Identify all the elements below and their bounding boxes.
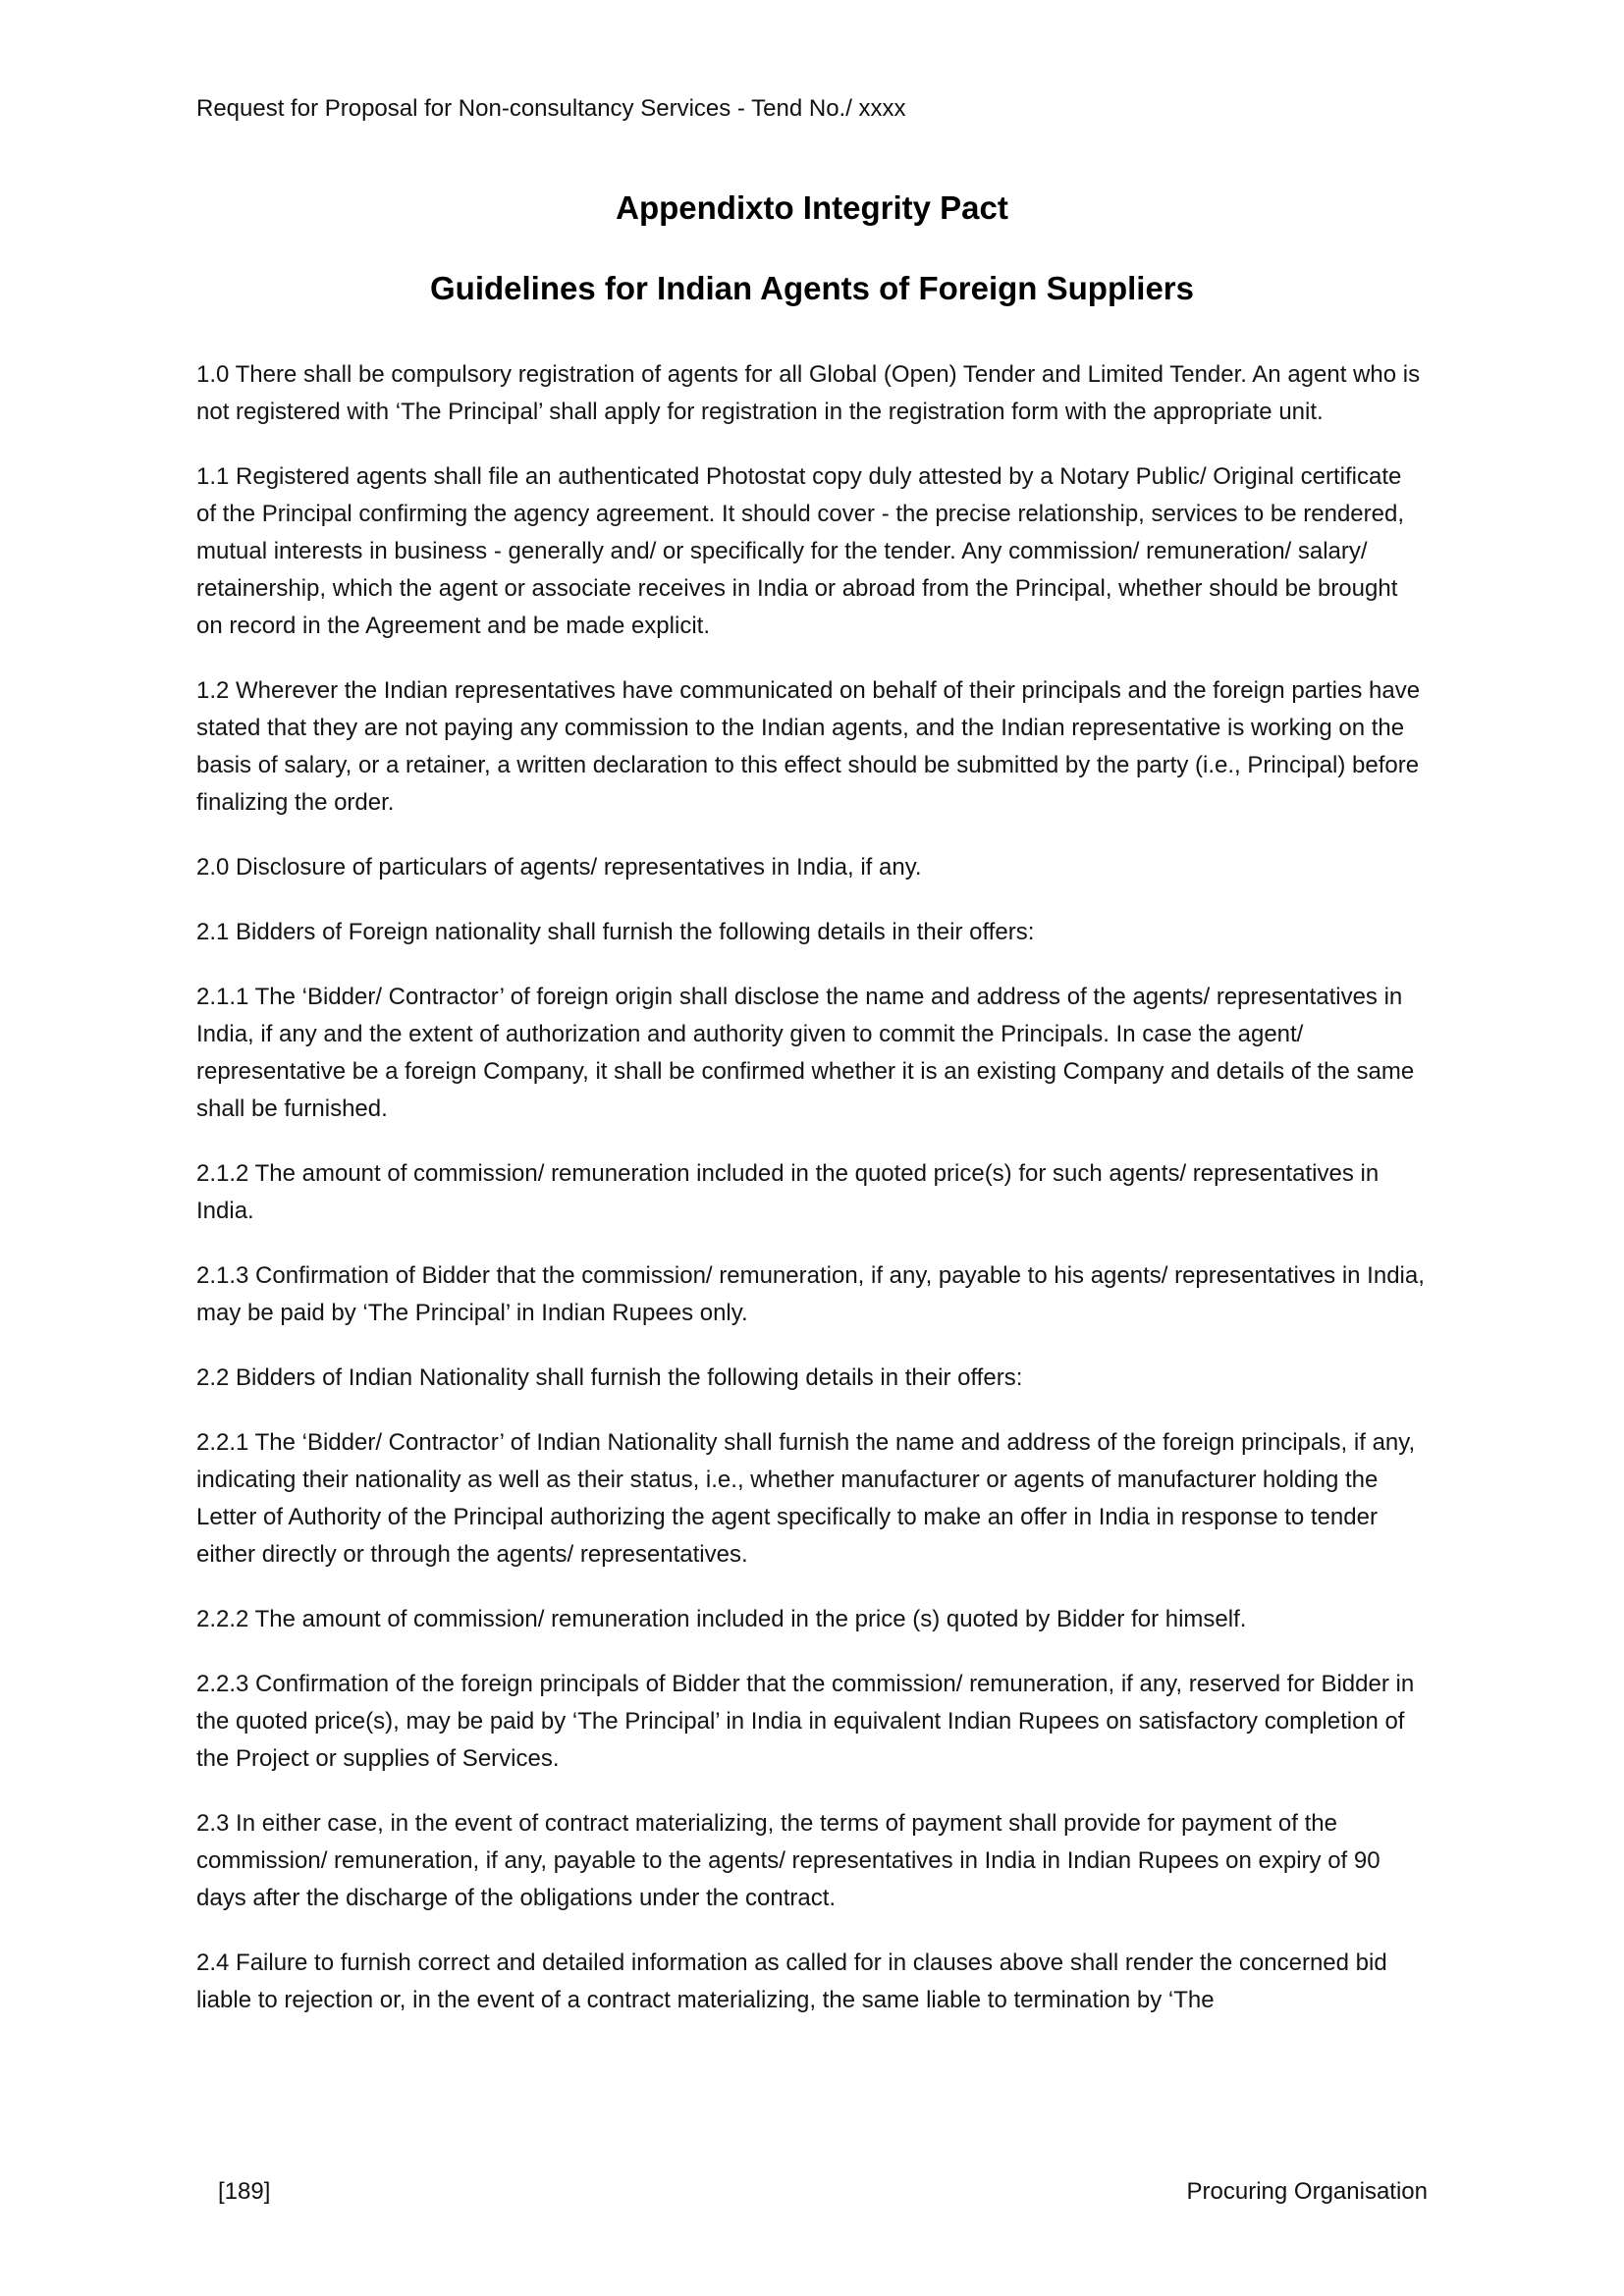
paragraph-2-1-2: 2.1.2 The amount of commission/ remuneration included in the quoted price(s) for such agents/ representatives in India. — [196, 1160, 1380, 1224]
paragraph-1-1: 1.1 Registered agents shall file an authenticated Photostat copy duly attested by a Notary Public/ Original certificate of the Principal confirming the agency agreement. It should cover - the precise relationship, services to be rendered, mutual interests in business - generally and/ or specifically for the tender. Any commission/ remuneration/ salary/ retainership, which the agent or associate receives in India or abroad from the Principal, whether should be brought on record in the Agreement and be made explicit. — [196, 463, 1404, 639]
paragraph-2-3: 2.3 In either case, in the event of contract materializing, the terms of payment shall provide for payment of the commission/ remuneration, if any, payable to the agents/ representatives in India in Indian Rupees on expiry of 90 days after the discharge of the obligations under the contract. — [196, 1810, 1380, 1911]
paragraph-2-1-3: 2.1.3 Confirmation of Bidder that the commission/ remuneration, if any, payable to his agents/ representatives in India, may be paid by ‘The Principal’ in Indian Rupees only. — [196, 1262, 1425, 1326]
document-title-guidelines: Guidelines for Indian Agents of Foreign Suppliers — [430, 270, 1194, 306]
paragraph-2-2-3: 2.2.3 Confirmation of the foreign principals of Bidder that the commission/ remuneration, if any, reserved for Bidder in the quoted price(s), may be paid by ‘The Principal’ in India in equivalent Indian Rupees on satisfactory completion of the Project or supplies of Services. — [196, 1671, 1415, 1772]
paragraph-2-2-2: 2.2.2 The amount of commission/ remuneration included in the price (s) quoted by Bidder for himself. — [196, 1606, 1247, 1632]
document-footer — [0, 2178, 1624, 2206]
paragraph-2-2: 2.2 Bidders of Indian Nationality shall furnish the following details in their offers: — [196, 1364, 1023, 1391]
document-body — [196, 356, 1428, 2019]
document-title-appendix: Appendixto Integrity Pact — [616, 189, 1008, 226]
document-header: Request for Proposal for Non-consultancy Services - Tend No./ xxxx — [196, 95, 906, 122]
paragraph-2-0: 2.0 Disclosure of particulars of agents/ representatives in India, if any. — [196, 854, 922, 881]
paragraph-2-4: 2.4 Failure to furnish correct and detailed information as called for in clauses above shall render the concerned bid liable to rejection or, in the event of a contract materializing, the same liable to termination by ‘The — [196, 1949, 1387, 2013]
footer-organisation-label: Procuring Organisation — [1186, 2178, 1428, 2205]
paragraph-2-1: 2.1 Bidders of Foreign nationality shall furnish the following details in their offers: — [196, 919, 1035, 945]
page-number: [189] — [218, 2178, 271, 2205]
paragraph-1-2: 1.2 Wherever the Indian representatives have communicated on behalf of their principals and the foreign parties have stated that they are not paying any commission to the Indian agents, and the Indian representative is working on the basis of salary, or a retainer, a written declaration to this effect should be submitted by the party (i.e., Principal) before finalizing the order. — [196, 677, 1421, 816]
paragraph-1-0: 1.0 There shall be compulsory registration of agents for all Global (Open) Tender and Limited Tender. An agent who is not registered with ‘The Principal’ shall apply for registration in the registration form with the appropriate unit. — [196, 361, 1421, 425]
paragraph-2-2-1: 2.2.1 The ‘Bidder/ Contractor’ of Indian Nationality shall furnish the name and address of the foreign principals, if any, indicating their nationality as well as their status, i.e., whether manufacturer or agents of manufacturer holding the Letter of Authority of the Principal authorizing the agent specifically to make an offer in India in response to tender either directly or through the agents/ representatives. — [196, 1429, 1416, 1568]
paragraph-2-1-1: 2.1.1 The ‘Bidder/ Contractor’ of foreign origin shall disclose the name and address of the agents/ representatives in India, if any and the extent of authorization and authority given to commit the Principals. In case the agent/ representative be a foreign Company, it shall be confirmed whether it is an existing Company and details of the same shall be furnished. — [196, 984, 1415, 1122]
